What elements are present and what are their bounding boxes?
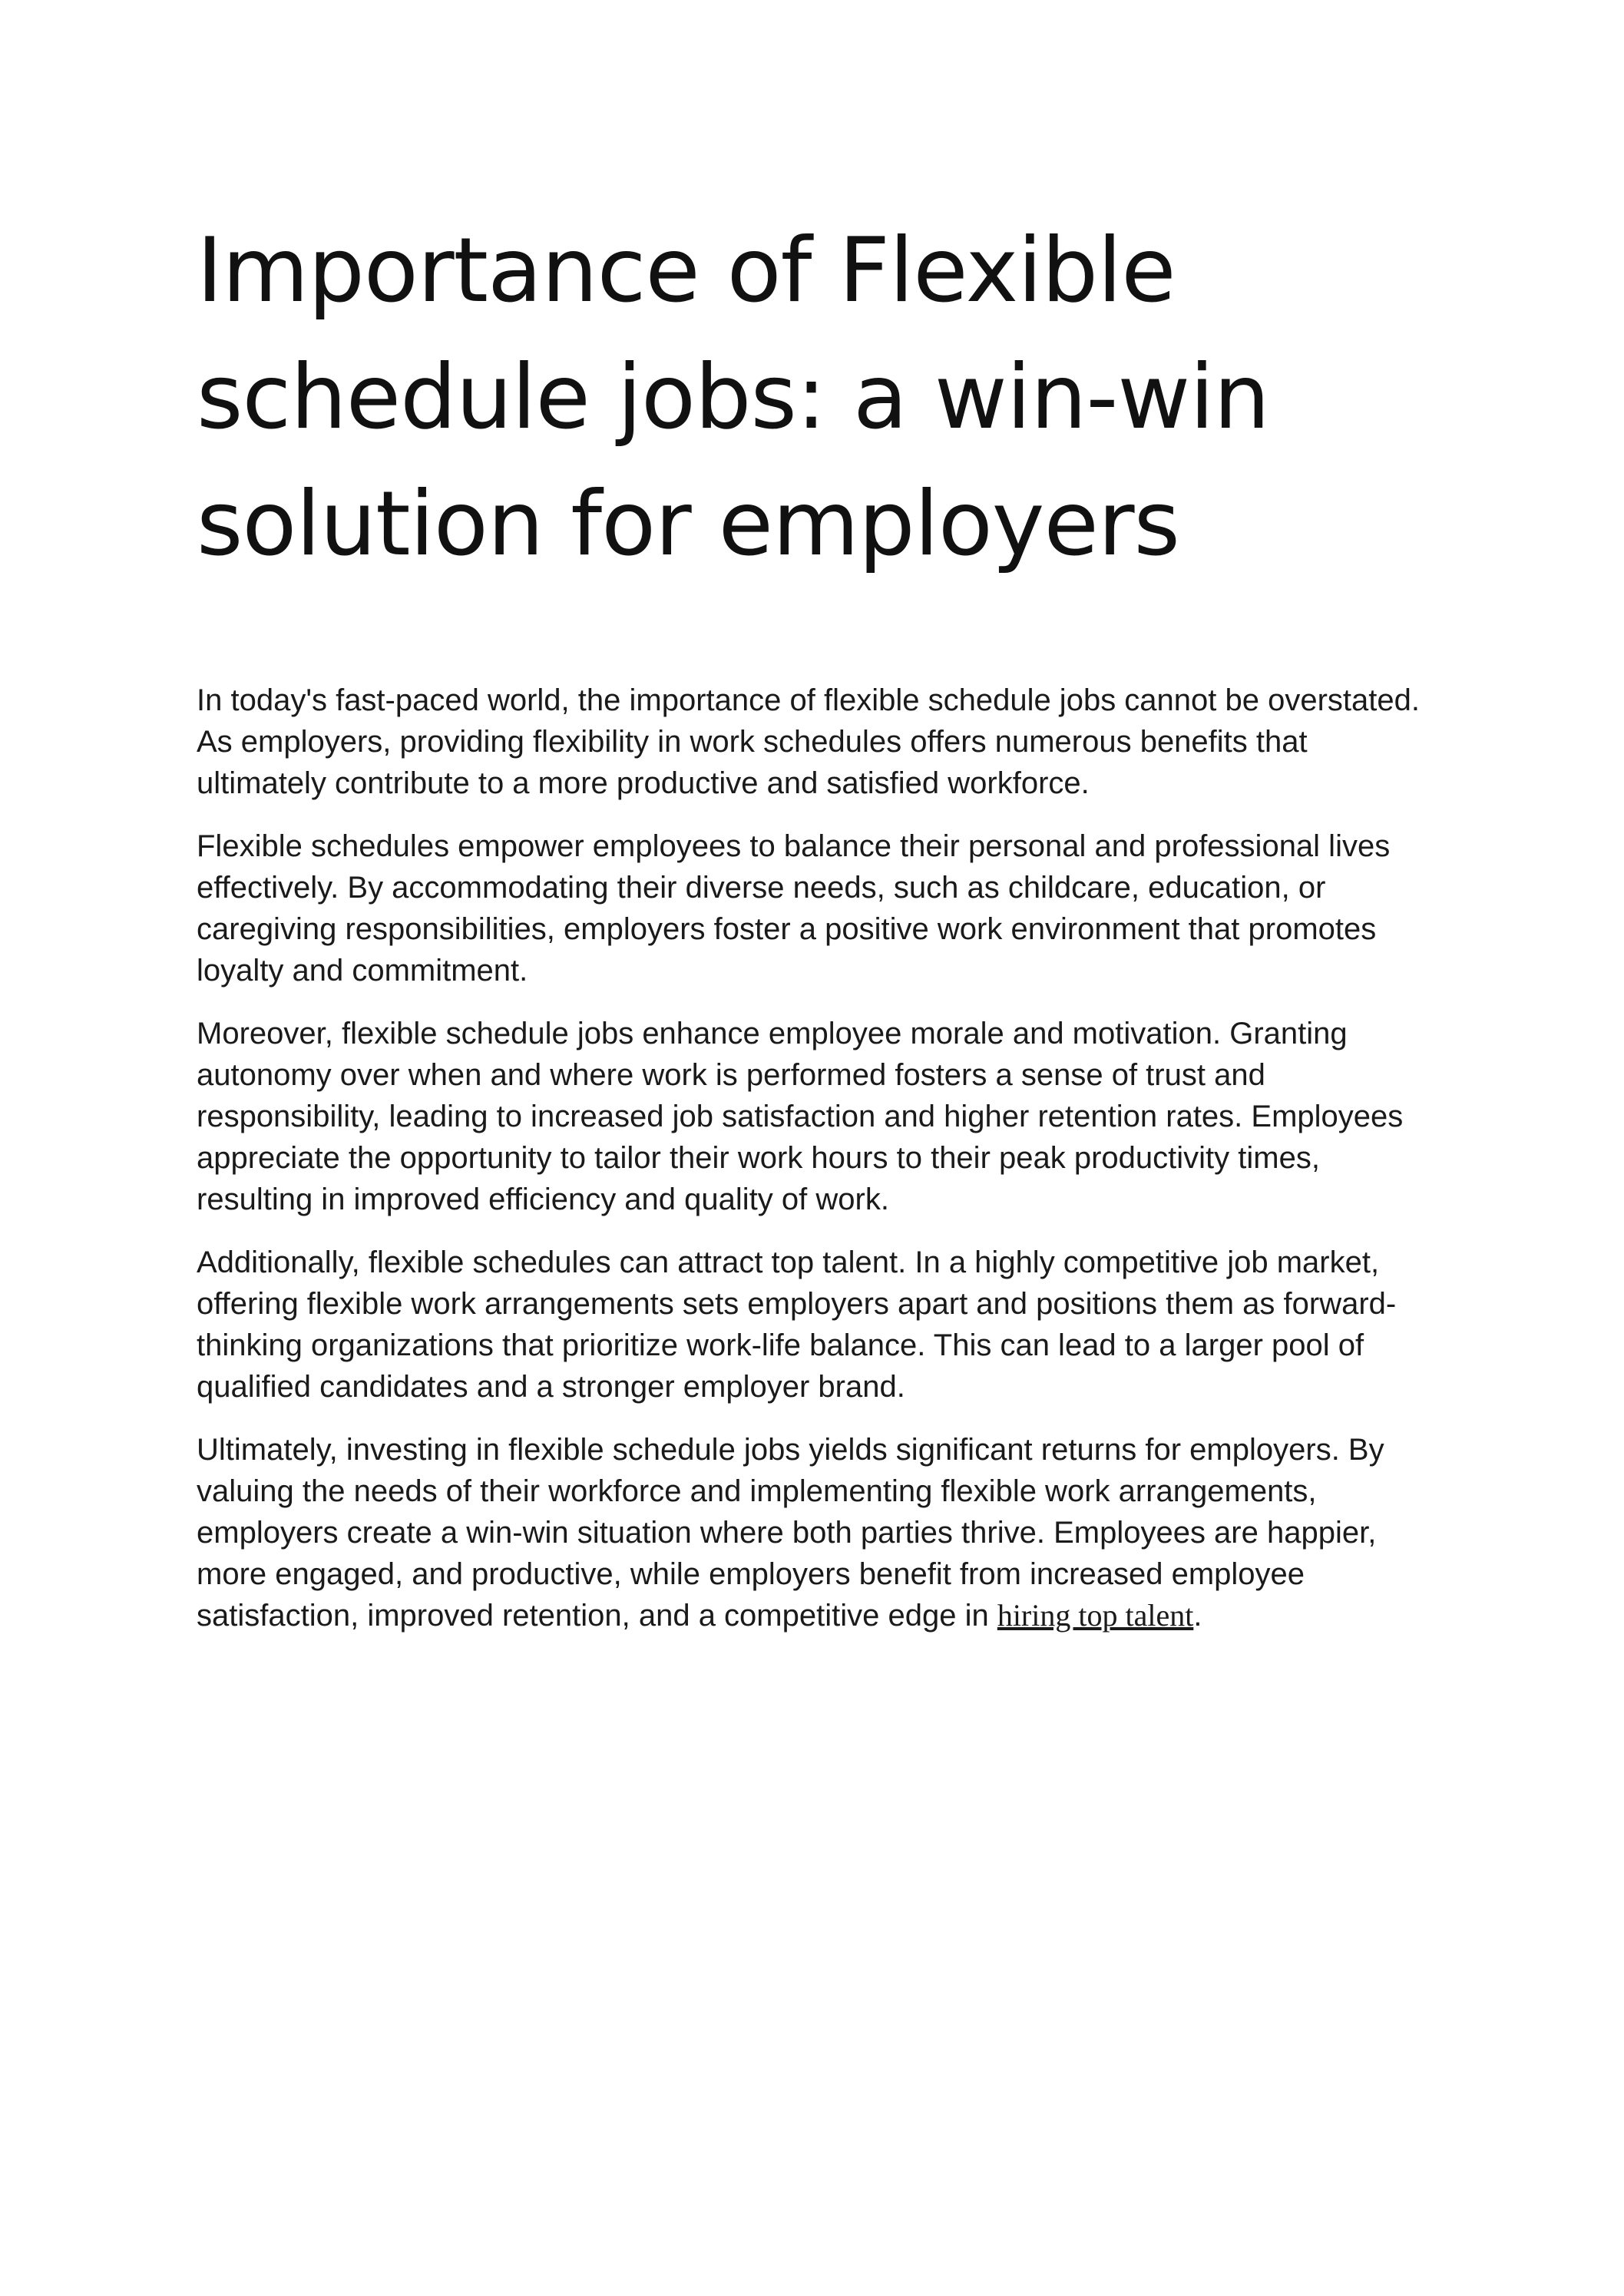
paragraph-conclusion-end: .: [1193, 1599, 1202, 1633]
hiring-top-talent-link[interactable]: hiring top talent: [997, 1598, 1194, 1633]
paragraph-conclusion-text: Ultimately, investing in flexible schedule jobs yields significant returns for employers. By valuing the needs of their workforce and implementing flexible work arrangements, employers create a win-win situation where both parties thrive. Employees are happier, more engaged, and productive, while employers benefit from increased employee satisfaction, improved retention, and a competitive edge in: [197, 1433, 1384, 1633]
paragraph-talent: Additionally, flexible schedules can attract top talent. In a highly competitive job market, offering flexible work arrangements sets employers apart and positions them as forward-thinking organizations that prioritize work-life balance. This can lead to a larger pool of qualified candidates and a stronger employer brand.: [197, 1246, 1397, 1404]
document-page: [197, 207, 1440, 1658]
paragraph-balance: Flexible schedules empower employees to balance their personal and professional lives effectively. By accommodating their diverse needs, such as childcare, education, or caregiving responsibilities, employers foster a positive work environment that promotes loyalty and commitment.: [197, 829, 1391, 988]
document-title: Importance of Flexible schedule jobs: a win-win solution for employers: [197, 219, 1269, 576]
paragraph-intro: In today's fast-paced world, the importance of flexible schedule jobs cannot be overstated. As employers, providing flexibility in work schedules offers numerous benefits that ultimately contribute to a more productive and satisfied workforce.: [197, 683, 1421, 800]
paragraph-conclusion: [197, 1429, 1440, 1636]
paragraph-morale: Moreover, flexible schedule jobs enhance employee morale and motivation. Granting autonomy over when and where work is performed fosters a sense of trust and responsibility, leading to increased job satisfaction and higher retention rates. Employees appreciate the opportunity to tailor their work hours to their peak productivity times, resulting in improved efficiency and quality of work.: [197, 1017, 1404, 1216]
